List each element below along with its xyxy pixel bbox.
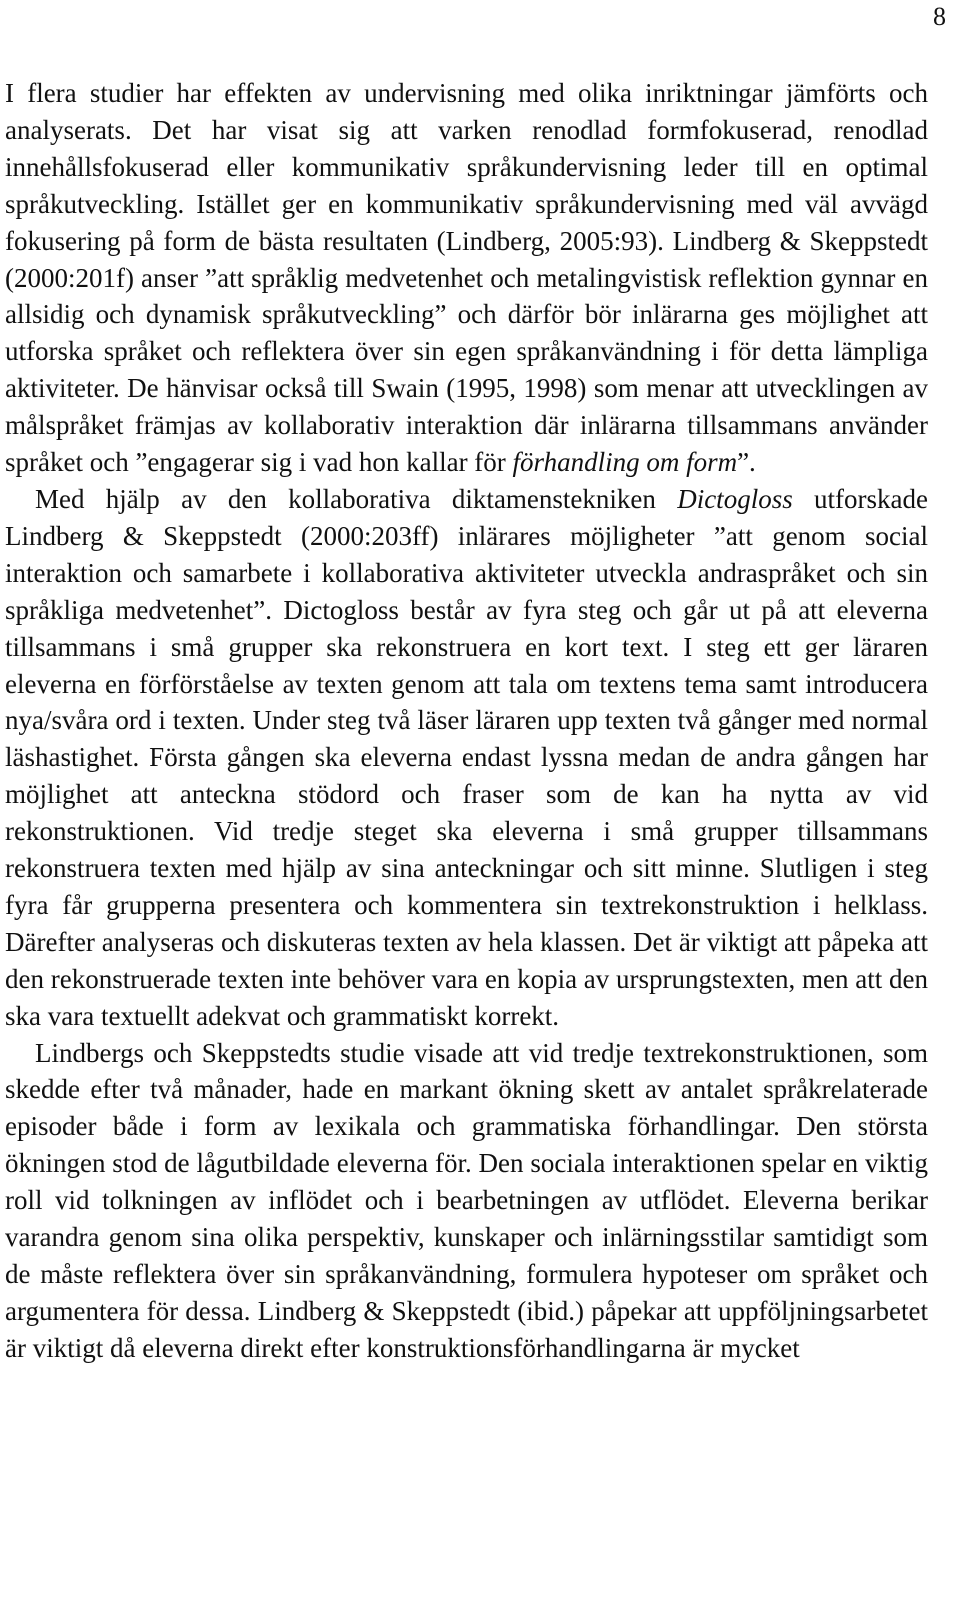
body-text (5, 75, 928, 1367)
paragraph-3 (5, 1035, 928, 1367)
text-run: utforskade Lindberg & Skeppstedt (2000:203ff) inlärares möjligheter ”att genom social interaktion och samarbete i kollaborativa aktiviteter utveckla andraspråket och sin språkliga medvetenhet”. Dictogloss består av fyra steg och går ut på att eleverna tillsammans i små grupper ska rekonstruera en kort text. I steg ett ger läraren eleverna en förförståelse av texten genom att tala om textens tema samt introducera nya/svåra ord i texten. Under steg två läser läraren upp texten två gånger med normal läshastighet. Första gången ska eleverna endast lyssna medan de andra gången har möjlighet att anteckna stödord och fraser som de kan ha nytta av vid rekonstruktionen. Vid tredje steget ska eleverna i små grupper tillsammans rekonstruera texten med hjälp av sina anteckningar och sitt minne. Slutligen i steg fyra får grupperna presentera och kommentera sin textrekonstruktion i helklass. Därefter analyseras och diskuteras texten av hela klassen. Det är viktigt att påpeka att den rekonstruerade texten inte behöver vara en kopia av ursprungstexten, men att den ska vara textuellt adekvat och grammatiskt korrekt. (5, 483, 928, 1031)
text-run: I flera studier har effekten av undervisning med olika inriktningar jämförts och analyserats. Det har visat sig att varken renodlad formfokuserad, renodlad innehållsfokuserad eller kommunikativ språkundervisning leder till en optimal språkutveckling. Istället ger en kommunikativ språkundervisning med väl avvägd fokusering på form de bästa resultaten (Lindberg, 2005:93). Lindberg & Skeppstedt (2000:201f) anser ”att språklig medvetenhet och metalingvistisk reflektion gynnar en allsidig och dynamisk språkutveckling” och därför bör inlärarna ges möjlighet att utforska språket och reflektera över sin egen språkanvändning i för detta lämpliga aktiviteter. De hänvisar också till Swain (1995, 1998) som menar att utvecklingen av målspråket främjas av kollaborativ interaktion där inlärarna tillsammans använder språket och ”engagerar sig i vad hon kallar för (5, 78, 928, 478)
italic-text-run: Dictogloss (677, 483, 793, 514)
italic-text-run: förhandling om form (512, 447, 738, 478)
paragraph-1 (5, 75, 928, 481)
text-run: ”. (737, 447, 756, 478)
text-run: Med hjälp av den kollaborativa diktamenstekniken (35, 483, 678, 514)
page-number: 8 (933, 2, 946, 31)
text-run: Lindbergs och Skeppstedts studie visade att vid tredje textrekonstruktionen, som skedde efter två månader, hade en markant ökning skett av antalet språkrelaterade episoder både i form av lexikala och grammatiska förhandlingar. Den största ökningen stod de lågutbildade eleverna för. Den sociala interaktionen spelar en viktig roll vid tolkningen av inflödet och i bearbetningen av utflödet. Eleverna berikar varandra genom sina olika perspektiv, kunskaper och inlärningsstilar samtidigt som de måste reflektera över sin språkanvändning, formulera hypoteser om språket och argumentera för dessa. Lindberg & Skeppstedt (ibid.) påpekar att uppföljningsarbetet är viktigt då eleverna direkt efter konstruktionsförhandlingarna är mycket (5, 1037, 928, 1363)
paragraph-2 (5, 481, 928, 1035)
